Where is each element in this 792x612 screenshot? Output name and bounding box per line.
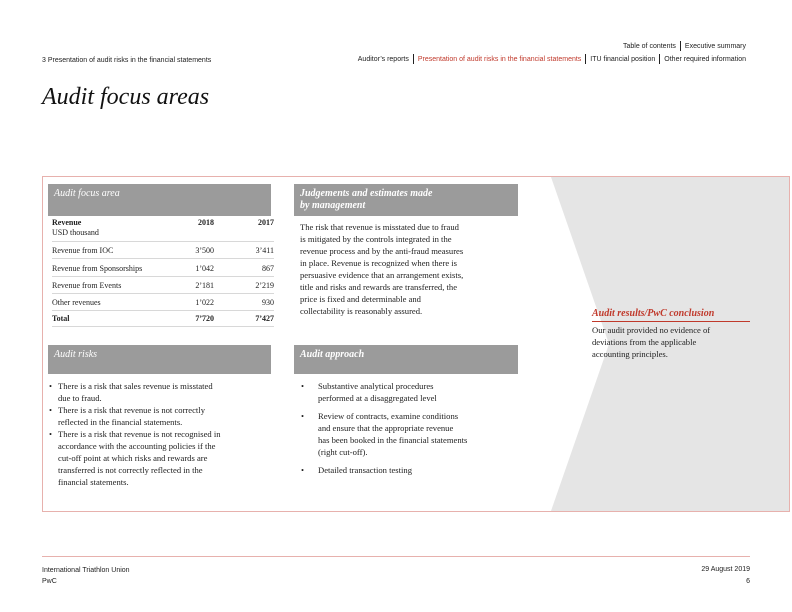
results-title: Audit results/PwC conclusion [592,308,715,319]
nav-itu-financial-position[interactable]: ITU financial position [590,55,656,63]
text-line: deviations from the applicable [592,337,697,347]
text-line: has been booked in the financial statements [318,435,468,445]
nav-presentation-audit-risks[interactable]: Presentation of audit risks in the financial statements [417,55,582,63]
focus-area-header-label: Audit focus area [54,188,120,199]
audit-approach-header-label: Audit approach [300,349,365,360]
top-nav-row-2 [358,54,746,64]
text-line: is mitigated by the controls integrated in the [300,234,452,244]
judgements-header-line: by management [300,200,366,211]
footer-firm: PwC [42,578,57,585]
page-title: Audit focus areas [42,84,210,110]
section-label: 3 Presentation of audit risks in the financial statements [42,57,212,64]
results-text [592,324,752,360]
list-item [49,404,279,428]
text-line: in place. Revenue is recognized when there is [300,258,458,268]
row-value-2018: 3’500 [195,246,214,255]
footer-date: 29 August 2019 [701,566,750,573]
text-line: revenue process and by the anti-fraud measures [300,246,464,256]
text-line: and ensure that the appropriate revenue [318,423,454,433]
row-value-2018: 1’022 [195,298,214,307]
text-line: price is fixed and determinable and [300,294,421,304]
list-item [49,380,279,404]
text-line: The risk that revenue is misstated due to fraud [300,222,459,232]
list-item [49,428,279,488]
text-line: Our audit provided no evidence of [592,325,711,335]
text-line: performed at a disaggregated level [318,393,437,403]
row-value-2017: 3’411 [255,246,274,255]
page-number: 6 [746,578,750,585]
judgements-text [300,221,520,317]
column-year-2018: 2018 [198,218,214,227]
nav-separator [680,41,681,51]
row-label: Revenue from Sponsorships [52,264,143,273]
text-line: transferred is not correctly reflected in the [58,465,203,475]
list-item [300,380,525,404]
row-value-2017: 867 [262,264,274,273]
audit-approach-list [300,380,525,482]
footer-org: International Triathlon Union [42,567,130,574]
audit-risks-header [48,345,271,374]
nav-separator [585,54,586,64]
audit-risks-header-label: Audit risks [54,349,98,360]
text-line: • Substantive analytical procedures [318,381,434,391]
table-divider [52,276,274,277]
nav-separator [413,54,414,64]
text-line: collectability is reasonably assured. [300,306,423,316]
text-line: • There is a risk that revenue is not recognised in [58,429,221,439]
nav-separator [659,54,660,64]
text-line: (right cut-off). [318,447,368,457]
total-value-2018: 7’720 [195,314,214,323]
list-item [300,410,525,458]
text-line: accordance with the accounting policies if the [58,441,216,451]
judgements-header-line: Judgements and estimates made [300,188,433,199]
text-line: • There is a risk that sales revenue is misstated [58,381,213,391]
text-line: reflected in the financial statements. [58,417,183,427]
text-line: persuasive evidence that an arrangement exists, [300,270,464,280]
focus-area-header [48,184,271,216]
table-divider [52,293,274,294]
row-label: Other revenues [52,298,101,307]
column-label-unit: USD thousand [52,228,99,237]
text-line: • There is a risk that revenue is not correctly [58,405,205,415]
audit-approach-header [294,345,518,374]
table-divider [52,326,274,327]
text-line: accounting principles. [592,349,668,359]
row-value-2017: 2’219 [255,281,274,290]
text-line: due to fraud. [58,393,102,403]
revenue-table [52,218,274,328]
text-line: title and risks and rewards are transferred, the [300,282,458,292]
row-label: Revenue from IOC [52,246,114,255]
list-item [300,464,525,476]
column-year-2017: 2017 [258,218,274,227]
nav-table-of-contents[interactable]: Table of contents [622,42,676,50]
column-label-revenue: Revenue [52,218,82,227]
top-nav-row-1 [623,41,746,51]
row-label: Revenue from Events [52,281,122,290]
row-value-2017: 930 [262,298,274,307]
table-divider [52,241,274,242]
table-divider [52,258,274,259]
text-line: cut-off point at which risks and rewards are [58,453,208,463]
audit-risks-list [49,380,279,488]
table-divider [52,310,274,311]
nav-executive-summary[interactable]: Executive summary [684,42,746,50]
results-underline [592,321,750,322]
nav-auditors-reports[interactable]: Auditor’s reports [357,55,409,63]
text-line: • Review of contracts, examine conditions [318,411,459,421]
nav-other-required-information[interactable]: Other required information [664,55,746,63]
total-label: Total [52,314,70,323]
footer-divider [42,556,750,557]
row-value-2018: 2’181 [195,281,214,290]
text-line: financial statements. [58,477,129,487]
text-line: • Detailed transaction testing [318,465,413,475]
judgements-header [294,184,518,216]
total-value-2017: 7’427 [255,314,274,323]
row-value-2018: 1’042 [195,264,214,273]
